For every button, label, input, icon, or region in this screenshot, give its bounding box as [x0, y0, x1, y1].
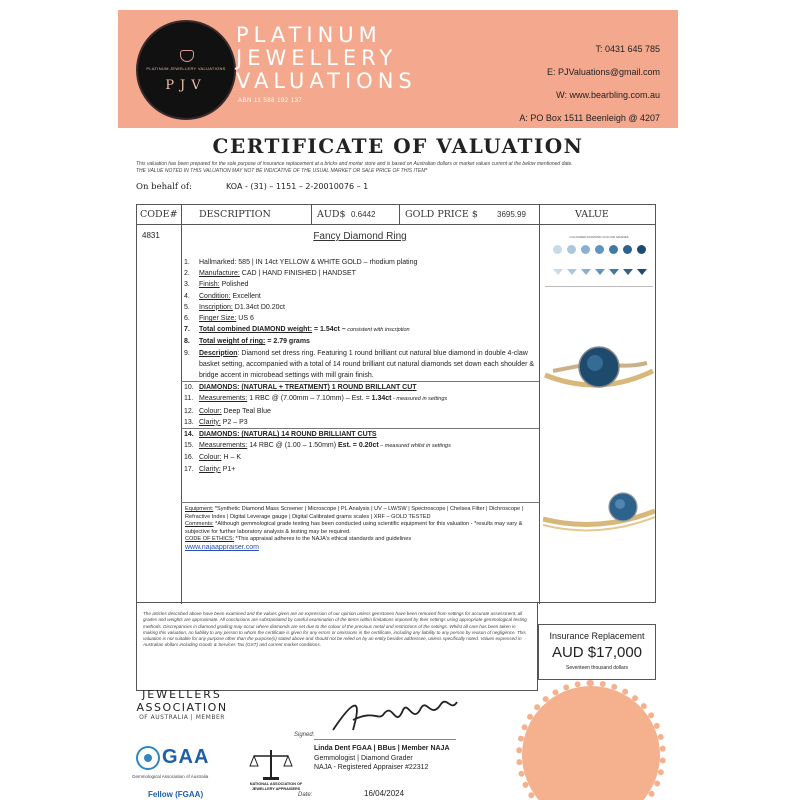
- jaa-line-2: ASSOCIATION: [136, 701, 228, 714]
- list-item: 17. Clarity: P1+: [184, 465, 236, 473]
- item-details: [181, 257, 539, 475]
- gem-swatch: [567, 245, 576, 254]
- brand-name: [236, 24, 417, 93]
- list-item: 14. DIAMONDS: (NATURAL) 14 ROUND BRILLIANT CUTS: [181, 428, 539, 440]
- logo-monogram: PJV: [165, 78, 207, 93]
- comments-text: *Although gemmological grade testing has been conducted using scientific equipment for this valuation - *results may vary & subjective for further laboratory analysis & testing may be required.: [185, 521, 523, 535]
- jaa-logo: [130, 688, 234, 721]
- signed-label: Signed:: [294, 732, 315, 738]
- najaa-logo: [246, 748, 303, 796]
- jaa-line-3: OF AUSTRALIA | MEMBER: [139, 714, 225, 721]
- gem-swatch-side: [595, 269, 605, 275]
- gem-swatch: [581, 245, 590, 254]
- gaa-subtitle: Gemmological Association of Australia: [132, 774, 209, 779]
- gem-swatch-side: [567, 269, 577, 275]
- naja-link[interactable]: www.najaappraiser.com: [185, 543, 259, 551]
- chart-title: COLOURED DIAMOND COLOUR GRADES: [569, 235, 629, 239]
- gem-swatch: [609, 245, 618, 254]
- page-title: CERTIFICATE OF VALUATION: [212, 134, 584, 158]
- signer-registration: NAJA - Registered Appraiser #22312: [314, 764, 429, 771]
- fellow-label: Fellow (FGAA): [148, 790, 204, 799]
- aud-rate: 0.6442: [351, 210, 376, 219]
- disclaimer: [136, 161, 666, 175]
- diamond-icon: [180, 50, 194, 62]
- ring-photo-side: [543, 485, 655, 543]
- company-logo: [136, 20, 236, 120]
- contact-address: A: PO Box 1511 Beenleigh @ 4207: [519, 113, 660, 123]
- insurance-words: Seventeen thousand dollars: [566, 665, 628, 671]
- list-item: 11. Measurements: 1 RBC @ (7.00mm – 7.10mm) – Est. = 1.34ct - measured in settings: [184, 395, 448, 403]
- item-title: Fancy Diamond Ring: [313, 231, 407, 242]
- date-value: 16/04/2024: [364, 789, 405, 798]
- list-item: 10. DIAMONDS: (NATURAL + TREATMENT) 1 ROUND BRILLANT CUT: [181, 381, 539, 393]
- equipment-label: Equipment:: [185, 506, 214, 512]
- list-item: 16. Colour: H – K: [184, 454, 242, 462]
- equipment-text: *Synthetic Diamond Mass Screener | Microscope | PL Analysis | UV – LW/SW | Spectroscope | Chelsea Filter | Dichroscope | Refractive Index | Digital Leverage gauge | Digital Calibrated grams scales | XRF – GOLD TESTED: [185, 506, 524, 520]
- abn-number: ABN 11 588 192 137: [238, 98, 303, 104]
- signer-title: Gemmologist | Diamond Grader: [314, 754, 413, 762]
- header-description: DESCRIPTION: [199, 209, 271, 220]
- gaa-emblem-icon: [136, 746, 160, 770]
- ethics-text: *This appraisal adheres to the NAJA's ethical standards and guidelines: [234, 536, 412, 543]
- gaa-text: GAA: [162, 746, 210, 768]
- signature-image: [323, 690, 463, 738]
- list-item: 9. Description: Diamond set dress ring. Featuring 1 round brilliant cut natural blue diamond in double 4-claw basket setting, accompanied with a total of 14 round brilliant cut natural diamonds set down each shoulder & bridge accent in microbead settings with mill grain finish.: [184, 349, 535, 380]
- valuation-seal: [522, 686, 660, 800]
- header-gold-price: GOLD PRICE $: [405, 209, 478, 220]
- behalf-value: KOA - (31) – 1151 – 2-20010076 – 1: [226, 182, 369, 191]
- table-header: [137, 205, 655, 225]
- ring-photo-front: [543, 335, 655, 403]
- gem-swatch: [553, 245, 562, 254]
- gem-swatch-side: [581, 269, 591, 275]
- list-item: 5. Inscription: D1.34ct D0.20ct: [184, 303, 285, 311]
- gem-swatch-side: [553, 269, 563, 275]
- brand-line-2: JEWELLERY: [236, 46, 398, 70]
- contact-web: W: www.bearbling.com.au: [556, 90, 660, 100]
- list-item: 8. Total weight of ring: = 2.79 grams: [184, 338, 310, 346]
- gold-price-value: 3695.99: [497, 210, 526, 219]
- logo-mini-text: PLATINUM JEWELLERY VALUATIONS: [146, 66, 226, 71]
- header-value: VALUE: [575, 209, 609, 220]
- gem-swatch: [637, 245, 646, 254]
- brand-line-3: VALUATIONS: [236, 69, 417, 93]
- contact-block: [519, 38, 660, 130]
- scales-icon: [246, 748, 296, 782]
- disclaimer-line-2: THE VALUE NOTED IN THIS VALUATION MAY NOT BE INDICATIVE OF THE USUAL MARKET OR SALE PRICE OF THIS ITEM*: [136, 168, 428, 174]
- header-aud: AUD$: [317, 209, 346, 220]
- header-banner: [118, 10, 678, 128]
- valuation-table: [136, 204, 656, 603]
- terms-text: The articles described above have been examined and the values given are an expression of our opinion unless gemstones have been removed from settings for accurate assessment, all grades and weights are approximate. All conclusions are substantiated by careful examination of the items within limitations imposed by their settings using appropriate gemmological testing methods. Discrepancies in diamond grading may occur where diamonds are set due to the colour of the precious metal and restrictions of the settings. Whilst all care has been taken in making this valuation, no liability to any person to whom the certificate is given for any errors or omissions in the certificate, including any liability to any person by reason of negligence. This valuation is not suitable for any purpose other than the purpose(s) stated above and should not be relied on by an entity besides addressee, unless specifically noted. Values expressed in Australian dollars including Goods & Services Tax (GST) and current market conditions.: [136, 603, 538, 691]
- list-item: 4. Condition: Excellent: [184, 292, 261, 300]
- list-item: 6. Finger Size: US 6: [184, 315, 254, 323]
- gem-swatch-side: [623, 269, 633, 275]
- gaa-logo: [132, 744, 232, 784]
- list-item: 12. Colour: Deep Teal Blue: [184, 407, 271, 415]
- disclaimer-line-1: This valuation has been prepared for the sole purpose of insurance replacement at a bricks and mortar store and is based on Australian dollars or market values current at the below mentioned date.: [136, 161, 573, 167]
- equipment-notes: [181, 502, 539, 556]
- header-code: CODE#: [140, 209, 178, 220]
- insurance-value: AUD $17,000: [551, 644, 643, 661]
- item-code: 4831: [142, 231, 160, 240]
- list-item: 1. Hallmarked: 585 | IN 14ct YELLOW & WHITE GOLD – rhodium plating: [184, 259, 418, 266]
- ethics-label: CODE OF ETHICS:: [185, 536, 235, 543]
- behalf-label: On behalf of:: [136, 182, 192, 192]
- insurance-box: [538, 624, 656, 680]
- contact-email: E: PJValuations@gmail.com: [546, 67, 660, 77]
- signer-name: Linda Dent FGAA | BBus | Member NAJA: [314, 745, 450, 752]
- jaa-line-1: JEWELLERS: [142, 688, 222, 701]
- comments-label: Comments:: [185, 521, 214, 528]
- date-label: Date:: [298, 792, 313, 798]
- najaa-text: NATIONAL ASSOCIATION OF JEWELLERY APPRAISERS: [249, 782, 303, 791]
- gem-swatch: [595, 245, 604, 254]
- list-item: 7. Total combined DIAMOND weight: = 1.54ct – consistent with inscription: [184, 326, 410, 334]
- contact-phone: T: 0431 645 785: [595, 44, 660, 54]
- list-item: 2. Manufacture: CAD | HAND FINISHED | HANDSET: [184, 270, 356, 278]
- gem-swatch: [623, 245, 632, 254]
- signer-block: [314, 744, 450, 773]
- gem-swatch-side: [609, 269, 619, 275]
- certificate-page: [118, 10, 678, 800]
- brand-line-1: PLATINUM: [236, 23, 382, 47]
- list-item: 15. Measurements: 14 RBC @ (1.00 – 1.50mm) Est. = 0.20ct – measured whilst in settings: [184, 442, 451, 450]
- gem-swatch-side: [637, 269, 647, 275]
- list-item: 13. Clarity: P2 – P3: [184, 418, 248, 426]
- list-item: 3. Finish: Polished: [184, 281, 249, 289]
- colour-grade-chart: [545, 229, 653, 287]
- insurance-label: Insurance Replacement: [549, 631, 645, 641]
